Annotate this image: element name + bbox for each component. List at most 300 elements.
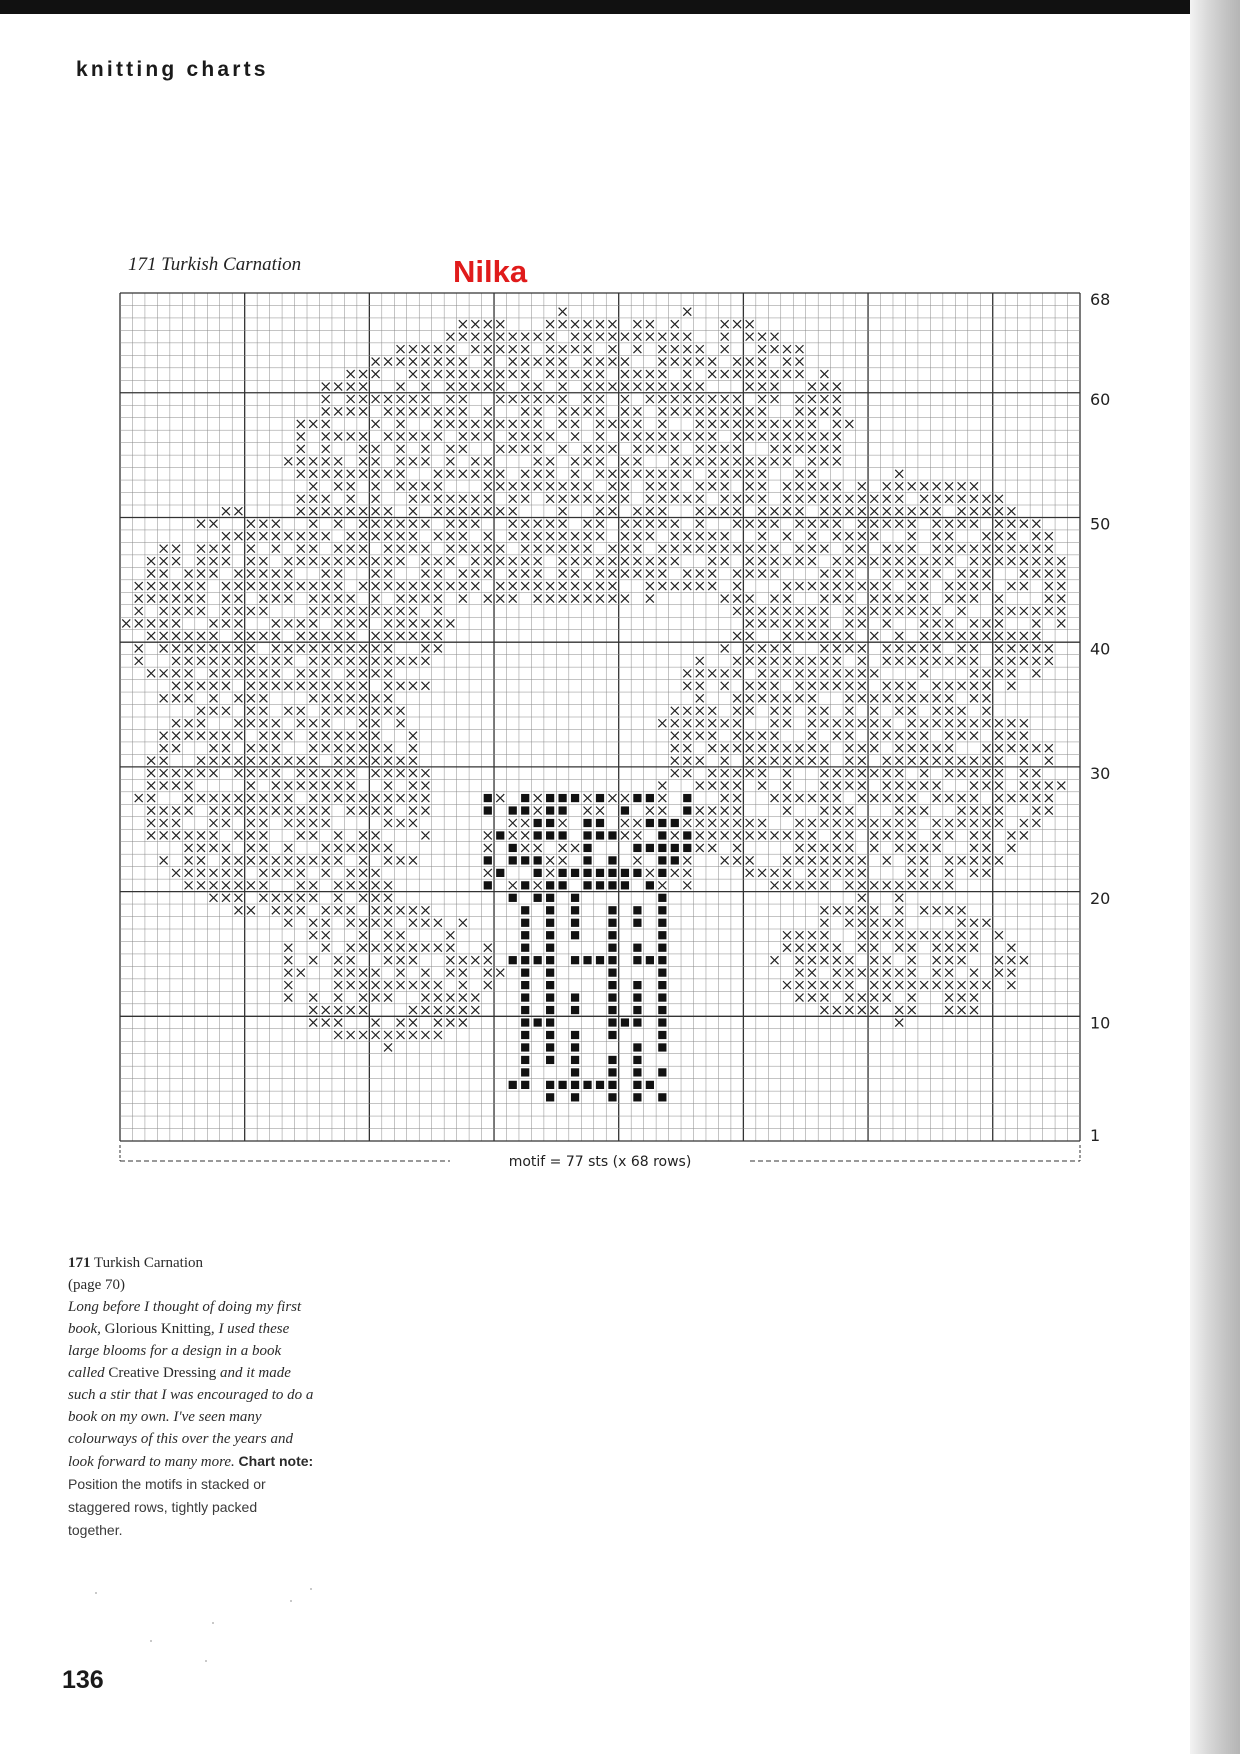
cross-stitch [746,595,754,603]
cross-stitch [509,432,517,440]
cross-stitch [733,844,741,852]
cross-stitch [696,807,704,815]
cross-stitch [746,769,754,777]
cross-stitch [646,570,654,578]
cross-stitch [259,557,267,565]
cross-stitch [795,956,803,964]
cross-stitch [309,607,317,615]
cross-stitch [546,582,554,590]
cross-stitch [571,432,579,440]
cross-stitch [484,844,492,852]
cross-stitch [446,994,454,1002]
cross-stitch [284,644,292,652]
cross-stitch [983,707,991,715]
cross-stitch [958,719,966,727]
cross-stitch [210,881,218,889]
cross-stitch [795,669,803,677]
cross-stitch [334,794,342,802]
cross-stitch [210,669,218,677]
cross-stitch [845,906,853,914]
cross-stitch [372,532,380,540]
cross-stitch [658,520,666,528]
cross-stitch [372,520,380,528]
cross-stitch [1007,682,1015,690]
cross-stitch [746,557,754,565]
cross-stitch [933,844,941,852]
cross-stitch [708,707,716,715]
cross-stitch [895,919,903,927]
cross-stitch [309,420,317,428]
cross-stitch [646,333,654,341]
cross-stitch [883,719,891,727]
cross-stitch [372,807,380,815]
cross-stitch [234,856,242,864]
cross-stitch [309,994,317,1002]
cross-stitch [559,532,567,540]
cross-stitch [895,981,903,989]
cross-stitch [185,844,193,852]
cross-stitch [234,657,242,665]
cross-stitch [808,819,816,827]
cross-stitch [895,507,903,515]
dark-stitch [658,981,666,989]
cross-stitch [322,582,330,590]
cross-stitch [122,619,130,627]
cross-stitch [683,532,691,540]
cross-stitch [933,906,941,914]
cross-stitch [671,407,679,415]
cross-stitch [983,981,991,989]
cross-stitch [970,981,978,989]
cross-stitch [372,831,380,839]
dark-stitch [633,956,641,964]
cross-stitch [783,619,791,627]
cross-stitch [185,869,193,877]
cross-stitch [858,669,866,677]
cross-stitch [334,782,342,790]
cross-stitch [471,956,479,964]
cross-stitch [459,532,467,540]
cross-stitch [521,407,529,415]
cross-stitch [172,744,180,752]
cross-stitch [521,582,529,590]
cross-stitch [895,782,903,790]
cross-stitch [783,358,791,366]
cross-stitch [459,981,467,989]
cross-stitch [496,395,504,403]
cross-stitch [521,432,529,440]
cross-stitch [596,407,604,415]
cross-stitch [820,669,828,677]
cross-stitch [808,420,816,428]
caption-body: Long before I thought of doing my first book, Glorious Knitting, I used these large blooms for a design in a book called Creative Dressing and it made such a stir that I was encouraged to do a book on my own. I've seen many colourways of this over the years and look forward to many more. Chart note: Position the motifs in stacked or staggered rows, tightly packed together. [68,1299,314,1538]
cross-stitch [397,445,405,453]
cross-stitch [733,744,741,752]
cross-stitch [222,732,230,740]
cross-stitch [409,345,417,353]
cross-stitch [571,545,579,553]
cross-stitch [808,557,816,565]
cross-stitch [434,532,442,540]
cross-stitch [696,407,704,415]
dark-stitch [571,1068,579,1076]
cross-stitch [1007,956,1015,964]
cross-stitch [958,520,966,528]
cross-stitch [347,694,355,702]
cross-stitch [284,570,292,578]
cross-stitch [958,657,966,665]
cross-stitch [484,981,492,989]
cross-stitch [958,595,966,603]
dark-stitch [683,806,691,814]
cross-stitch [771,682,779,690]
cross-stitch [608,470,616,478]
cross-stitch [459,320,467,328]
cross-stitch [546,320,554,328]
cross-stitch [933,819,941,827]
cross-stitch [845,694,853,702]
cross-stitch [334,470,342,478]
cross-stitch [783,807,791,815]
cross-stitch [945,520,953,528]
cross-stitch [334,844,342,852]
cross-stitch [347,607,355,615]
print-speck [290,1600,292,1602]
cross-stitch [496,320,504,328]
cross-stitch [322,470,330,478]
cross-stitch [185,582,193,590]
cross-stitch [858,931,866,939]
cross-stitch [870,819,878,827]
cross-stitch [758,732,766,740]
cross-stitch [995,495,1003,503]
cross-stitch [546,545,554,553]
cross-stitch [858,482,866,490]
cross-stitch [970,595,978,603]
cross-stitch [671,320,679,328]
cross-stitch [384,532,392,540]
cross-stitch [185,595,193,603]
cross-stitch [384,894,392,902]
cross-stitch [608,570,616,578]
cross-stitch [833,856,841,864]
cross-stitch [621,532,629,540]
dark-stitch [633,1056,641,1064]
cross-stitch [471,320,479,328]
cross-stitch [746,619,754,627]
cross-stitch [384,931,392,939]
cross-stitch [683,669,691,677]
cross-stitch [584,445,592,453]
cross-stitch [696,844,704,852]
cross-stitch [633,520,641,528]
cross-stitch [983,719,991,727]
dark-stitch [608,881,616,889]
cross-stitch [160,545,168,553]
cross-stitch [933,507,941,515]
cross-stitch [384,782,392,790]
cross-stitch [1045,657,1053,665]
cross-stitch [983,682,991,690]
cross-stitch [347,644,355,652]
cross-stitch [359,707,367,715]
cross-stitch [509,333,517,341]
cross-stitch [284,582,292,590]
cross-stitch [397,407,405,415]
cross-stitch [858,794,866,802]
cross-stitch [484,969,492,977]
cross-stitch [1032,669,1040,677]
dark-stitch [521,969,529,977]
cross-stitch [696,420,704,428]
cross-stitch [708,807,716,815]
cross-stitch [272,669,280,677]
cross-stitch [808,719,816,727]
cross-stitch [633,457,641,465]
dark-stitch [521,919,529,927]
cross-stitch [945,931,953,939]
cross-stitch [795,407,803,415]
dark-stitch [608,919,616,927]
cross-stitch [347,669,355,677]
cross-stitch [983,632,991,640]
cross-stitch [733,719,741,727]
cross-stitch [559,482,567,490]
cross-stitch [372,1019,380,1027]
cross-stitch [1057,619,1065,627]
cross-stitch [322,819,330,827]
dark-stitch [658,969,666,977]
cross-stitch [421,794,429,802]
cross-stitch [696,520,704,528]
cross-stitch [185,669,193,677]
cross-stitch [222,682,230,690]
cross-stitch [334,694,342,702]
cross-stitch [621,370,629,378]
cross-stitch [1032,532,1040,540]
cross-stitch [309,545,317,553]
cross-stitch [895,732,903,740]
cross-stitch [147,769,155,777]
cross-stitch [621,545,629,553]
cross-stitch [820,994,828,1002]
cross-stitch [883,694,891,702]
cross-stitch [795,744,803,752]
cross-stitch [222,744,230,752]
cross-stitch [446,582,454,590]
cross-stitch [272,520,280,528]
cross-stitch [372,1031,380,1039]
cross-stitch [683,370,691,378]
cross-stitch [858,819,866,827]
cross-stitch [334,969,342,977]
cross-stitch [421,919,429,927]
cross-stitch [521,520,529,528]
cross-stitch [297,782,305,790]
cross-stitch [708,582,716,590]
cross-stitch [359,370,367,378]
cross-stitch [247,669,255,677]
cross-stitch [534,457,542,465]
cross-stitch [596,333,604,341]
cross-stitch [883,495,891,503]
cross-stitch [297,894,305,902]
cross-stitch [384,844,392,852]
cross-stitch [197,682,205,690]
cross-stitch [384,1031,392,1039]
cross-stitch [347,595,355,603]
dark-stitch [621,806,629,814]
cross-stitch [696,482,704,490]
dark-stitch [546,1043,554,1051]
cross-stitch [1007,557,1015,565]
cross-stitch [733,595,741,603]
cross-stitch [808,694,816,702]
cross-stitch [185,732,193,740]
cross-stitch [434,632,442,640]
cross-stitch [309,894,317,902]
cross-stitch [409,370,417,378]
cross-stitch [708,482,716,490]
cross-stitch [384,906,392,914]
cross-stitch [185,570,193,578]
cross-stitch [696,345,704,353]
cross-stitch [259,844,267,852]
cross-stitch [372,557,380,565]
cross-stitch [995,931,1003,939]
cross-stitch [945,794,953,802]
cross-stitch [409,545,417,553]
cross-stitch [334,1031,342,1039]
cross-stitch [434,944,442,952]
cross-stitch [683,570,691,578]
cross-stitch [284,956,292,964]
cross-stitch [247,644,255,652]
cross-stitch [534,445,542,453]
dark-stitch [658,956,666,964]
cross-stitch [658,807,666,815]
cross-stitch [883,545,891,553]
cross-stitch [945,856,953,864]
cross-stitch [284,794,292,802]
cross-stitch [608,595,616,603]
cross-stitch [596,445,604,453]
cross-stitch [347,1006,355,1014]
cross-stitch [733,794,741,802]
cross-stitch [820,482,828,490]
cross-stitch [284,732,292,740]
cross-stitch [222,707,230,715]
chart-title: 171 Turkish Carnation [128,254,302,275]
cross-stitch [758,782,766,790]
cross-stitch [409,757,417,765]
dark-stitch [546,993,554,1001]
cross-stitch [845,420,853,428]
cross-stitch [870,595,878,603]
cross-stitch [446,1019,454,1027]
cross-stitch [521,333,529,341]
cross-stitch [185,644,193,652]
cross-stitch [284,919,292,927]
cross-stitch [795,370,803,378]
cross-stitch [160,819,168,827]
cross-stitch [359,520,367,528]
cross-stitch [608,358,616,366]
cross-stitch [633,333,641,341]
cross-stitch [908,931,916,939]
cross-stitch [1032,782,1040,790]
cross-stitch [970,931,978,939]
cross-stitch [297,831,305,839]
cross-stitch [459,507,467,515]
cross-stitch [347,956,355,964]
cross-stitch [671,869,679,877]
cross-stitch [696,657,704,665]
cross-stitch [372,470,380,478]
cross-stitch [708,844,716,852]
cross-stitch [758,869,766,877]
cross-stitch [584,407,592,415]
cross-stitch [845,994,853,1002]
cross-stitch [197,570,205,578]
dark-stitch [509,956,517,964]
cross-stitch [259,707,267,715]
cross-stitch [160,619,168,627]
cross-stitch [845,856,853,864]
cross-stitch [683,582,691,590]
cross-stitch [633,557,641,565]
cross-stitch [1032,744,1040,752]
cross-stitch [820,445,828,453]
cross-stitch [945,707,953,715]
cross-stitch [309,769,317,777]
cross-stitch [160,732,168,740]
cross-stitch [309,744,317,752]
cross-stitch [272,906,280,914]
cross-stitch [808,482,816,490]
cross-stitch [1057,570,1065,578]
cross-stitch [484,470,492,478]
cross-stitch [883,657,891,665]
cross-stitch [521,482,529,490]
cross-stitch [185,782,193,790]
cross-stitch [746,470,754,478]
dark-stitch [596,794,604,802]
cross-stitch [771,869,779,877]
cross-stitch [945,881,953,889]
cross-stitch [833,383,841,391]
cross-stitch [771,395,779,403]
cross-stitch [783,769,791,777]
cross-stitch [471,370,479,378]
cross-stitch [234,582,242,590]
cross-stitch [771,719,779,727]
cross-stitch [596,420,604,428]
cross-stitch [234,757,242,765]
dark-stitch [521,944,529,952]
cross-stitch [708,407,716,415]
dark-stitch [608,981,616,989]
cross-stitch [958,769,966,777]
cross-stitch [820,956,828,964]
cross-stitch [1020,719,1028,727]
cross-stitch [820,944,828,952]
cross-stitch [172,769,180,777]
cross-stitch [683,333,691,341]
cross-stitch [970,582,978,590]
cross-stitch [621,358,629,366]
cross-stitch [147,570,155,578]
